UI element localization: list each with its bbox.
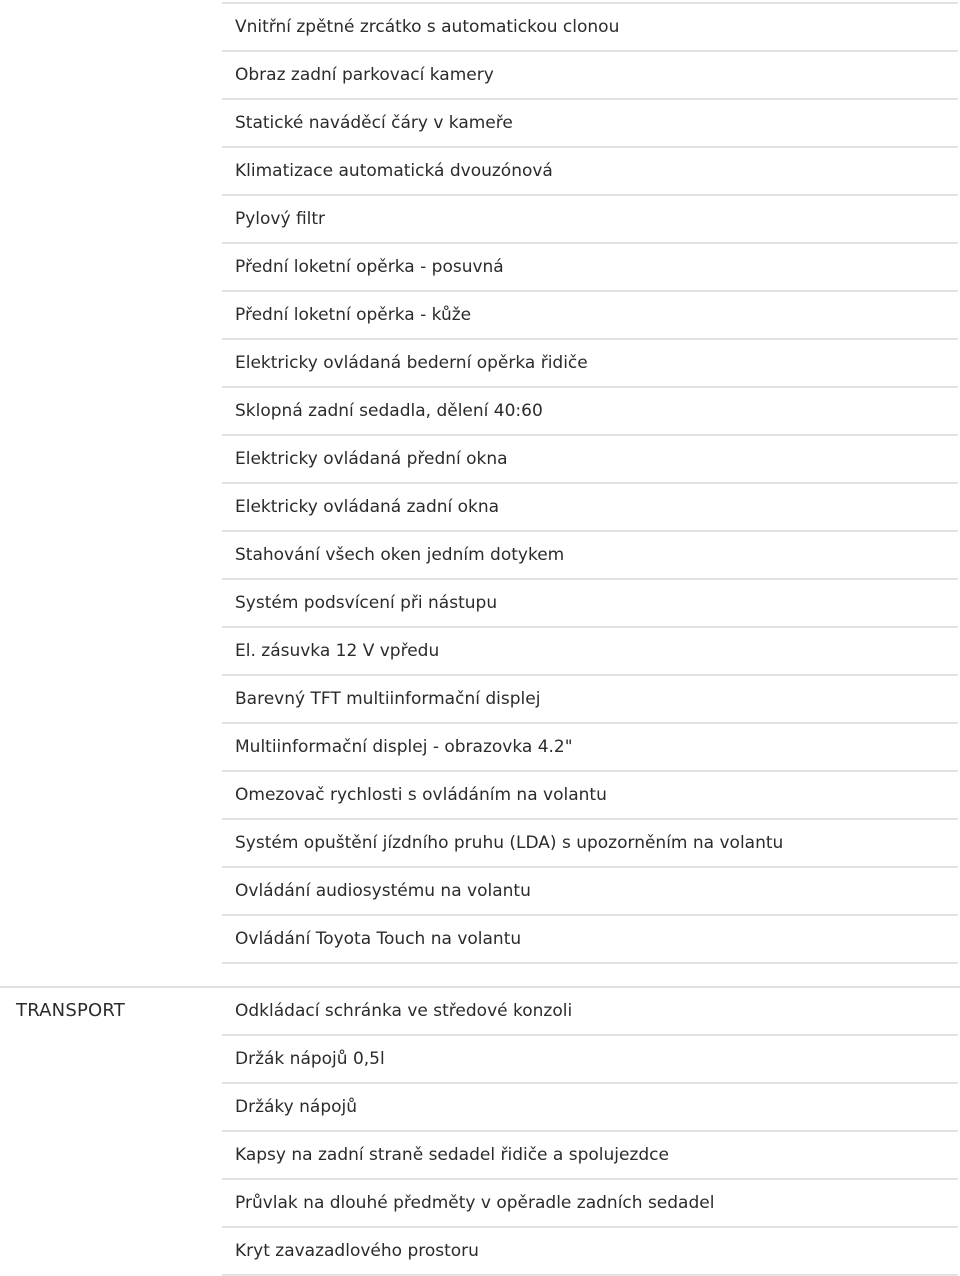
list-item: Kapsy na zadní straně sedadel řidiče a spolujezdce	[222, 1132, 958, 1180]
list-item: Kryt zavazadlového prostoru	[222, 1228, 958, 1276]
list-item: Obraz zadní parkovací kamery	[222, 52, 958, 100]
list-item: Statické naváděcí čáry v kameře	[222, 100, 958, 148]
list-item: Přední loketní opěrka - kůže	[222, 292, 958, 340]
list-item: Elektricky ovládaná bederní opěrka řidiče	[222, 340, 958, 388]
list-item: Klimatizace automatická dvouzónová	[222, 148, 958, 196]
list-item: Vnitřní zpětné zrcátko s automatickou clonou	[222, 4, 958, 52]
list-item: Elektricky ovládaná zadní okna	[222, 484, 958, 532]
list-item: Pylový filtr	[222, 196, 958, 244]
list-item: Elektricky ovládaná přední okna	[222, 436, 958, 484]
list-item: Stahování všech oken jedním dotykem	[222, 532, 958, 580]
list-item: Držák nápojů 0,5l	[222, 1036, 958, 1084]
list-item: Systém opuštění jízdního pruhu (LDA) s upozorněním na volantu	[222, 820, 958, 868]
list-item: Systém podsvícení při nástupu	[222, 580, 958, 628]
list-item: Průvlak na dlouhé předměty v opěradle zadních sedadel	[222, 1180, 958, 1228]
list-item: Odkládací schránka ve středové konzoli	[222, 988, 958, 1036]
list-item: Ovládání Toyota Touch na volantu	[222, 916, 958, 964]
transport-feature-list	[222, 988, 958, 1276]
comfort-feature-list	[222, 4, 958, 964]
transport-section	[0, 986, 960, 1261]
list-item: Držáky nápojů	[222, 1084, 958, 1132]
list-item: Omezovač rychlosti s ovládáním na volantu	[222, 772, 958, 820]
list-item: Ovládání audiosystému na volantu	[222, 868, 958, 916]
list-item: Barevný TFT multiinformační displej	[222, 676, 958, 724]
section-label-transport: TRANSPORT	[16, 1000, 125, 1021]
list-item: Přední loketní opěrka - posuvná	[222, 244, 958, 292]
list-item: El. zásuvka 12 V vpředu	[222, 628, 958, 676]
list-item: Multiinformační displej - obrazovka 4.2"	[222, 724, 958, 772]
list-item: Sklopná zadní sedadla, dělení 40:60	[222, 388, 958, 436]
